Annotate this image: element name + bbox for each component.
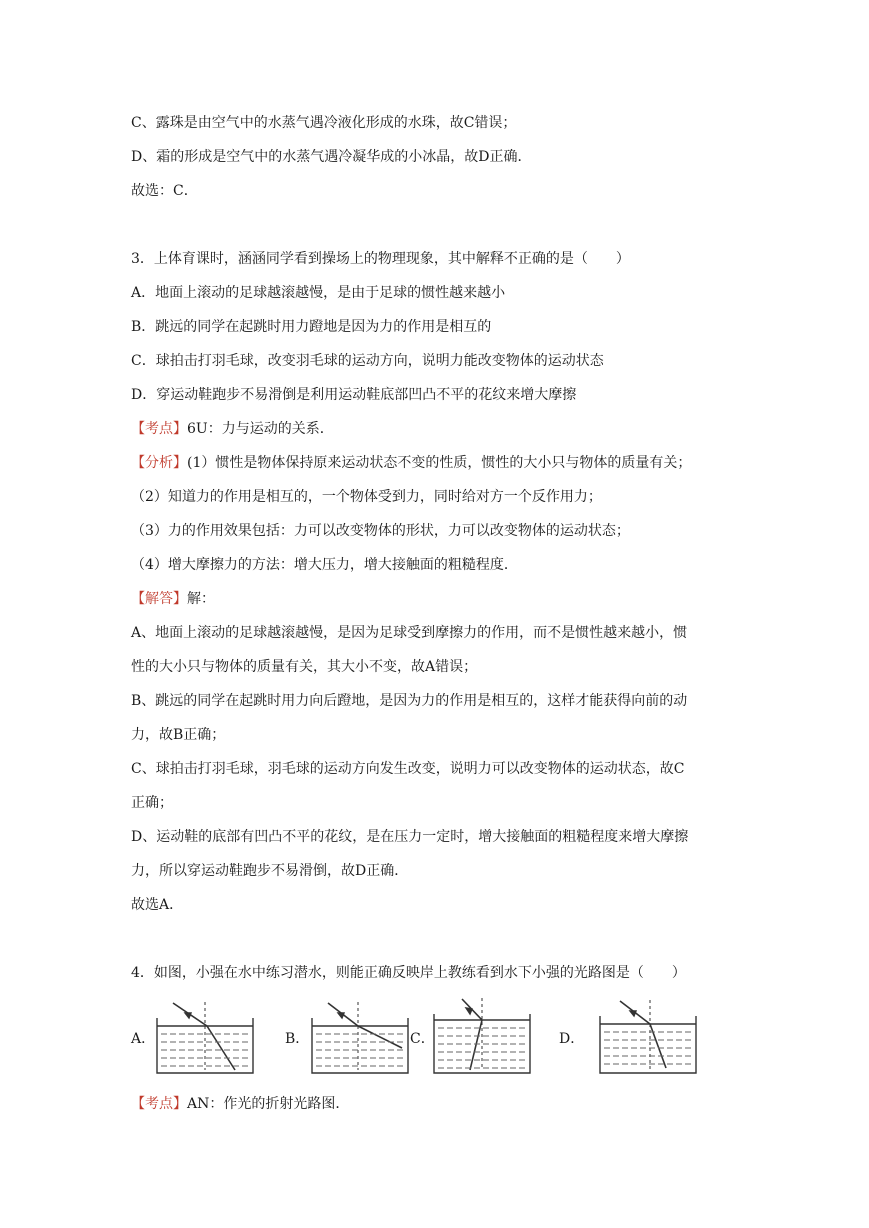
kaodian-tag: 【考点】 (131, 421, 187, 437)
q4-option-b-label: B． (285, 1031, 310, 1047)
solution-line-7: D、运动鞋的底部有凹凸不平的花纹，是在压力一定时，增大接触面的粗糙程度来增大摩擦 (131, 829, 689, 845)
q4-kaodian-tag: 【考点】 (131, 1096, 187, 1112)
q3-answer: 故选A． (131, 897, 184, 913)
solution-line-2: 性的大小只与物体的质量有关，其大小不变，故A错误； (131, 659, 478, 675)
q4-kaodian-text: AN：作光的折射光路图． (187, 1096, 350, 1112)
solution-line-1: A、地面上滚动的足球越滚越慢，是因为足球受到摩擦力的作用，而不是惯性越来越小，惯 (131, 625, 688, 641)
q4-option-a-label: A． (131, 1031, 156, 1047)
q3-option-d: D．穿运动鞋跑步不易滑倒是利用运动鞋底部凹凸不平的花纹来增大摩擦 (131, 387, 577, 403)
q3-fenxi (131, 454, 691, 472)
q2-answer: 故选：C． (131, 183, 198, 199)
q4-diagram-b (310, 1000, 410, 1075)
q2-option-c-explanation: C、露珠是由空气中的水蒸气遇冷液化形成的水珠，故C错误； (131, 115, 517, 131)
jieda-text: 解： (187, 591, 215, 607)
fenxi-line-1: (1）惯性是物体保持原来运动状态不变的性质，惯性的大小只与物体的质量有关； (187, 455, 692, 471)
q4-diagram-d (598, 998, 698, 1075)
q4-diagram-a (155, 1000, 255, 1075)
jieda-tag: 【解答】 (131, 591, 187, 607)
q4-diagram-c (432, 996, 532, 1075)
solution-line-6: 正确； (131, 795, 173, 811)
solution-line-5: C、球拍击打羽毛球，羽毛球的运动方向发生改变，说明力可以改变物体的运动状态，故C (131, 761, 685, 777)
q4-option-c-label: C． (410, 1031, 435, 1047)
q3-option-b: B．跳远的同学在起跳时用力蹬地是因为力的作用是相互的 (131, 319, 492, 335)
q3-option-a: A．地面上滚动的足球越滚越慢，是由于足球的惯性越来越小 (131, 285, 506, 301)
solution-line-8: 力，所以穿运动鞋跑步不易滑倒，故D正确． (131, 863, 409, 879)
q2-option-d-explanation: D、霜的形成是空气中的水蒸气遇冷凝华成的小冰晶，故D正确． (131, 149, 532, 165)
q3-stem: 3．上体育课时，涵涵同学看到操场上的物理现象，其中解释不正确的是（ ） (131, 251, 630, 267)
fenxi-line-3: （3）力的作用效果包括：力可以改变物体的形状，力可以改变物体的运动状态； (131, 523, 630, 539)
solution-line-3: B、跳远的同学在起跳时用力向后蹬地，是因为力的作用是相互的，这样才能获得向前的动 (131, 693, 688, 709)
solution-line-4: 力，故B正确； (131, 727, 226, 743)
q3-option-c: C．球拍击打羽毛球，改变羽毛球的运动方向，说明力能改变物体的运动状态 (131, 353, 604, 369)
q4-stem: 4．如图，小强在水中练习潜水，则能正确反映岸上教练看到水下小强的光路图是（ ） (131, 965, 686, 981)
q3-kaodian (131, 420, 334, 438)
q4-kaodian (131, 1095, 349, 1113)
fenxi-line-2: （2）知道力的作用是相互的，一个物体受到力，同时给对方一个反作用力； (131, 489, 602, 505)
q3-jieda (131, 590, 215, 608)
q4-option-d-label: D． (559, 1031, 585, 1047)
kaodian-text: 6U：力与运动的关系． (187, 421, 334, 437)
fenxi-tag: 【分析】 (131, 455, 187, 471)
fenxi-line-4: （4）增大摩擦力的方法：增大压力，增大接触面的粗糙程度． (131, 557, 518, 573)
